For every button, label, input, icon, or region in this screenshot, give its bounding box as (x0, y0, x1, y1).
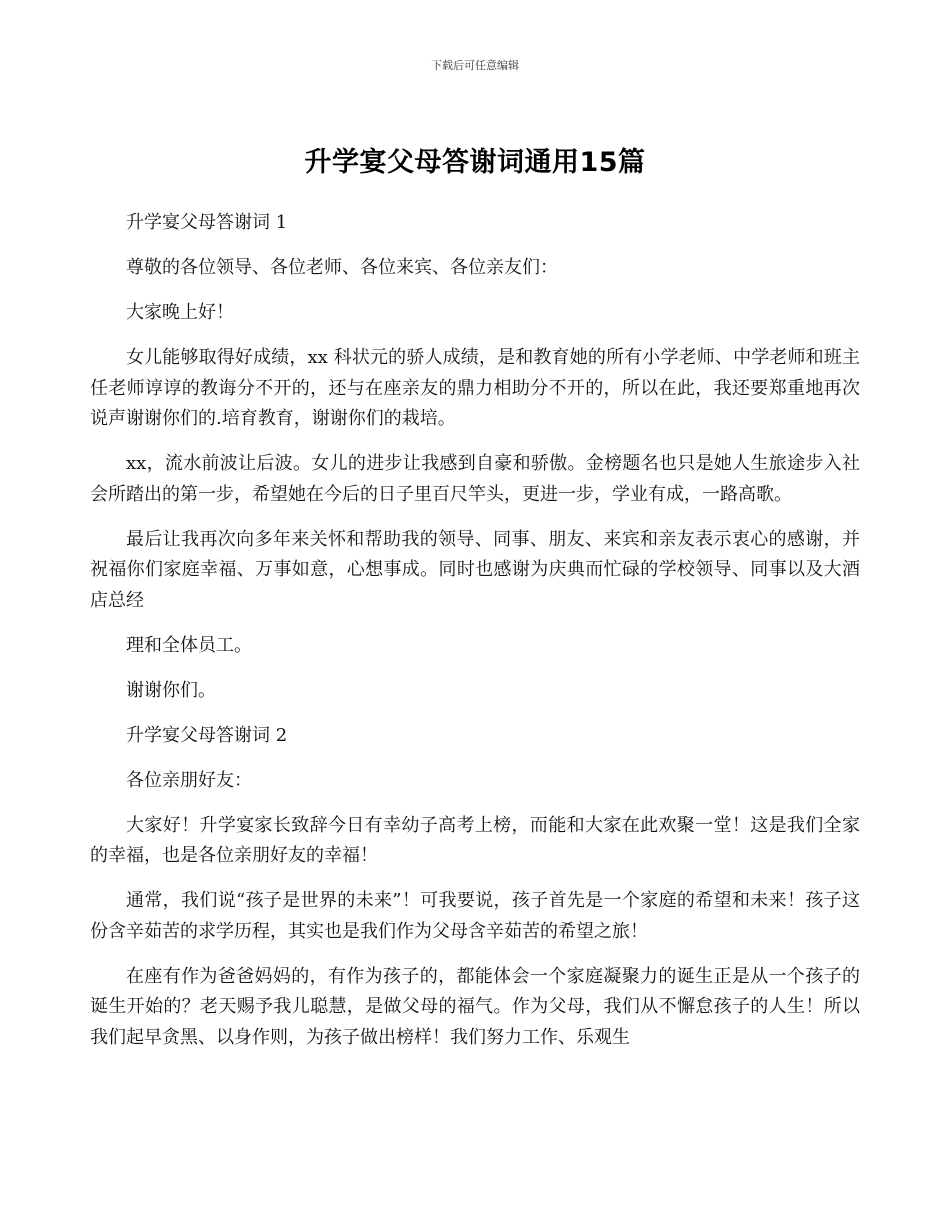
body-paragraph: 最后让我再次向多年来关怀和帮助我的领导、同事、朋友、来宾和亲友表示衷心的感谢，并祝福你们家庭幸福、万事如意，心想事成。同时也感谢为庆典而忙碌的学校领导、同事以及大酒店总经 (90, 528, 860, 611)
page-header-note: 下载后可任意编辑 (431, 59, 519, 72)
section-heading-2: 升学宴父母答谢词 2 (126, 724, 288, 746)
body-paragraph: 大家好！升学宴家长致辞今日有幸幼子高考上榜，而能和大家在此欢聚一堂！这是我们全家的幸福，也是各位亲朋好友的幸福！ (90, 814, 860, 866)
body-paragraph: 在座有作为爸爸妈妈的，有作为孩子的，都能体会一个家庭凝聚力的诞生正是从一个孩子的诞生开始的？老天赐予我儿聪慧，是做父母的福气。作为父母，我们从不懈怠孩子的人生！所以我们起早贪黑、以身作则，为孩子做出榜样！我们努力工作、乐观生 (90, 965, 860, 1048)
document-body (90, 208, 860, 1068)
salutation: 尊敬的各位领导、各位老师、各位来宾、各位亲友们： (126, 257, 558, 278)
salutation: 各位亲朋好友： (126, 769, 252, 791)
body-paragraph: 通常，我们说“孩子是世界的未来”！可我要说，孩子首先是一个家庭的希望和未来！孩子这份含辛茹苦的求学历程，其实也是我们作为父母含辛茹苦的希望之旅！ (90, 890, 860, 942)
greeting: 大家晚上好！ (126, 302, 234, 323)
closing-thanks: 谢谢你们。 (126, 679, 216, 701)
body-paragraph: xx，流水前波让后波。女儿的进步让我感到自豪和骄傲。金榜题名也只是她人生旅途步入社会所踏出的第一步，希望她在今后的日子里百尺竿头，更进一步，学业有成，一路高歌。 (90, 453, 860, 505)
section-heading-1: 升学宴父母答谢词 1 (126, 212, 288, 233)
body-paragraph: 理和全体员工。 (126, 634, 252, 656)
body-paragraph: 女儿能够取得好成绩，xx 科状元的骄人成绩，是和教育她的所有小学老师、中学老师和班主任老师谆谆的教诲分不开的，还与在座亲友的鼎力相助分不开的，所以在此，我还要郑重地再次说声谢谢你们的.培育教育，谢谢你们的栽培。 (90, 347, 860, 429)
document-title: 升学宴父母答谢词通用15篇 (304, 147, 646, 178)
